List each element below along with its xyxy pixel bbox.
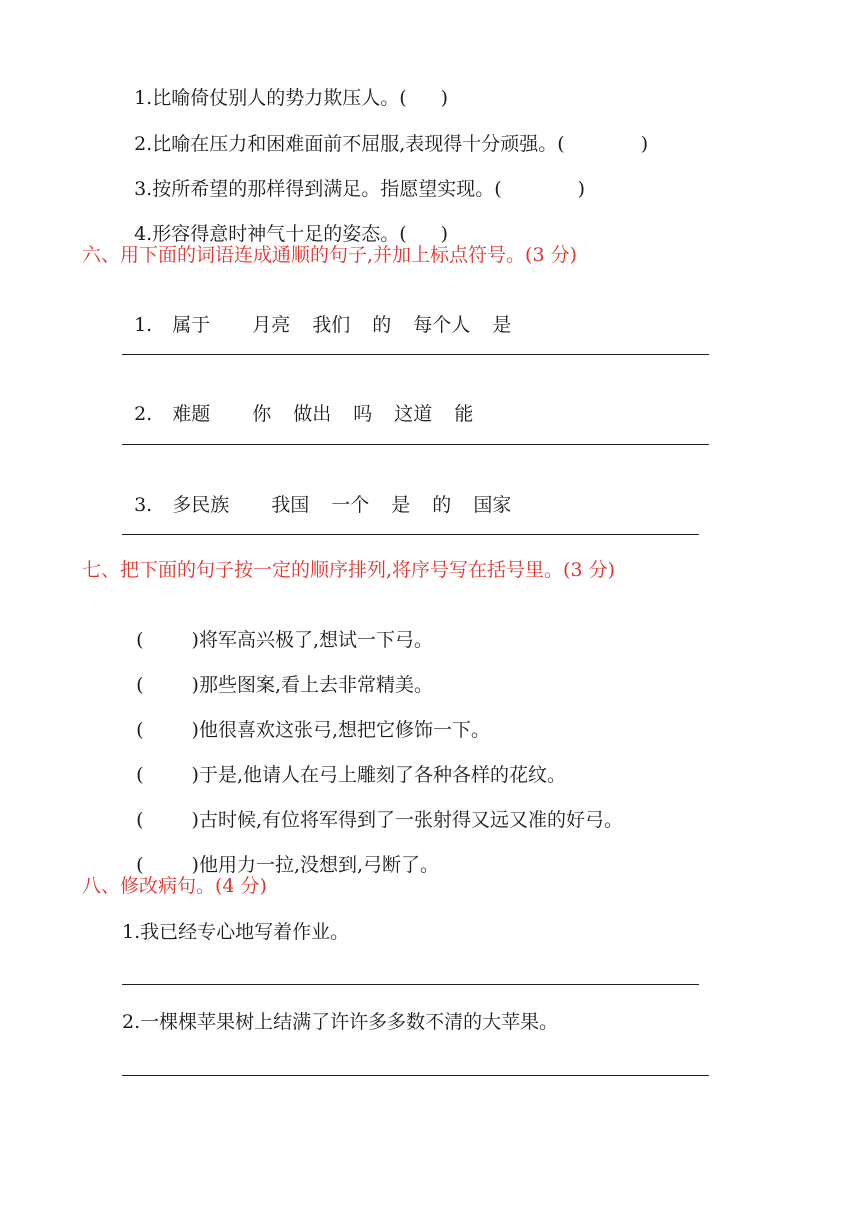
answer-line-3[interactable] <box>122 534 699 535</box>
word: 能 <box>454 403 474 425</box>
item-number: 2. 难题 <box>134 403 211 425</box>
answer-line-1[interactable] <box>122 354 709 355</box>
sick-sentence-2: 2.一棵棵苹果树上结满了许许多多数不清的大苹果。 <box>122 1011 559 1033</box>
definition-text: 2.比喻在压力和困难面前不屈服,表现得十分顽强。( <box>134 133 565 155</box>
word: 是 <box>391 494 411 516</box>
open-paren: ( <box>136 719 144 741</box>
section-8-heading: 八、修改病句。(4 分) <box>82 875 267 897</box>
definition-item-2 <box>122 108 648 156</box>
word: 做出 <box>293 403 332 425</box>
close-paren: ) <box>577 178 586 200</box>
word: 我国 <box>271 494 310 516</box>
sentence: 他用力一拉,没想到,弓断了。 <box>198 854 440 876</box>
definition-item-3 <box>122 153 585 201</box>
close-paren: ) <box>640 133 649 155</box>
close-paren: ) <box>191 629 199 651</box>
answer-line-5[interactable] <box>122 1075 709 1076</box>
definition-item-1 <box>122 62 448 110</box>
open-paren: ( <box>136 854 144 876</box>
order-item-2 <box>124 649 433 697</box>
sentence: 古时候,有位将军得到了一张射得又远又准的好弓。 <box>198 809 623 831</box>
sick-sentence-1: 1.我已经专心地写着作业。 <box>122 921 350 943</box>
section-7-heading: 七、把下面的句子按一定的顺序排列,将序号写在括号里。(3 分) <box>82 559 615 581</box>
order-item-3 <box>124 694 490 742</box>
word: 吗 <box>353 403 373 425</box>
open-paren: ( <box>136 629 144 651</box>
definition-text: 3.按所希望的那样得到满足。指愿望实现。( <box>134 178 502 200</box>
word: 我们 <box>312 314 351 336</box>
close-paren: ) <box>191 674 199 696</box>
open-paren: ( <box>136 764 144 786</box>
close-paren: ) <box>191 809 199 831</box>
definition-text: 4.形容得意时神气十足的姿态。( <box>134 223 407 245</box>
close-paren: ) <box>440 223 449 245</box>
open-paren: ( <box>136 674 144 696</box>
sentence: 那些图案,看上去非常精美。 <box>198 674 433 696</box>
word: 这道 <box>394 403 433 425</box>
word-group-3 <box>122 469 533 517</box>
answer-line-2[interactable] <box>122 444 709 445</box>
item-number: 3. 多民族 <box>134 494 230 516</box>
close-paren: ) <box>191 764 199 786</box>
sentence: 他很喜欢这张弓,想把它修饰一下。 <box>198 719 490 741</box>
word: 的 <box>432 494 452 516</box>
word: 你 <box>252 403 272 425</box>
word-group-2 <box>122 378 495 426</box>
word-group-1 <box>122 289 533 337</box>
word: 每个人 <box>413 314 471 336</box>
word: 是 <box>492 314 512 336</box>
close-paren: ) <box>191 719 199 741</box>
answer-line-4[interactable] <box>122 984 699 985</box>
item-number: 1. 属于 <box>134 314 211 336</box>
word: 月亮 <box>252 314 291 336</box>
section-6-heading: 六、用下面的词语连成通顺的句子,并加上标点符号。(3 分) <box>82 244 577 266</box>
order-item-5 <box>124 784 623 832</box>
close-paren: ) <box>440 87 449 109</box>
order-item-6 <box>124 829 439 877</box>
definition-text: 1.比喻倚仗别人的势力欺压人。( <box>134 87 407 109</box>
word: 一个 <box>331 494 370 516</box>
order-item-1 <box>124 604 433 652</box>
definition-item-4 <box>122 198 448 246</box>
word: 国家 <box>473 494 512 516</box>
open-paren: ( <box>136 809 144 831</box>
sentence: 将军高兴极了,想试一下弓。 <box>198 629 433 651</box>
close-paren: ) <box>191 854 199 876</box>
sentence: 于是,他请人在弓上雕刻了各种各样的花纹。 <box>198 764 566 786</box>
word: 的 <box>372 314 392 336</box>
order-item-4 <box>124 739 566 787</box>
